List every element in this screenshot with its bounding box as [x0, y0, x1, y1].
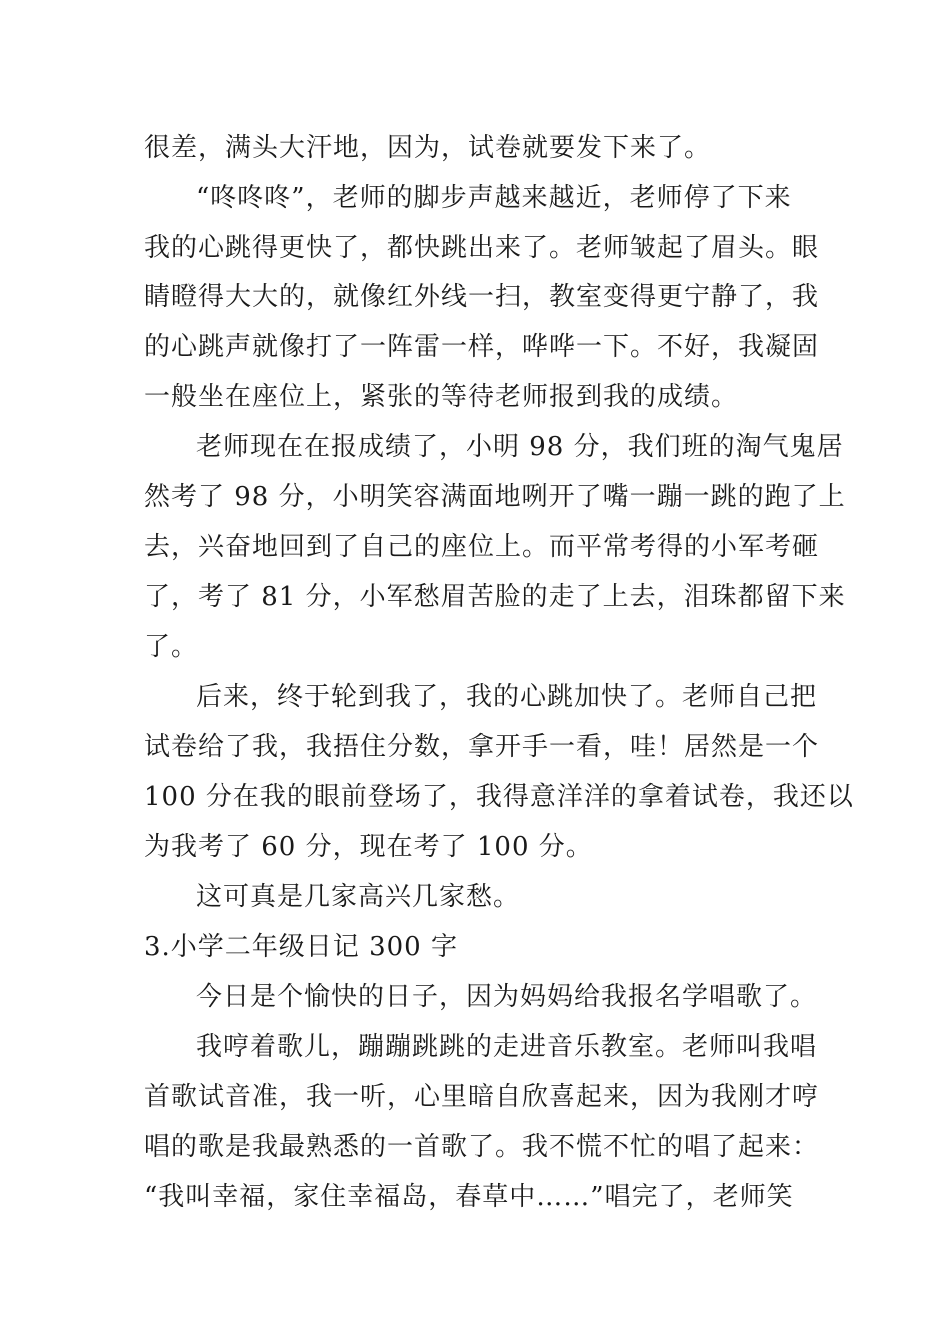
paragraph-first-line: 今日是个愉快的日子，因为妈妈给我报名学唱歌了。	[196, 982, 818, 1012]
text-line: 100 分在我的眼前登场了，我得意洋洋的拿着试卷，我还以	[144, 782, 854, 812]
text-line: 了，考了 81 分，小军愁眉苦脸的走了上去，泪珠都留下来	[144, 582, 846, 612]
text-line: 然考了 98 分，小明笑容满面地咧开了嘴一蹦一跳的跑了上	[144, 482, 846, 512]
text-line: 的心跳声就像打了一阵雷一样，哗哗一下。不好，我凝固	[144, 332, 820, 362]
text-line: “我叫幸福，家住幸福岛，春草中……”唱完了，老师笑	[144, 1182, 794, 1212]
paragraph-first-line: 后来，终于轮到我了，我的心跳加快了。老师自己把	[196, 682, 818, 712]
text-line: 很差，满头大汗地，因为，试卷就要发下来了。	[144, 133, 712, 163]
text-line: 睛瞪得大大的，就像红外线一扫，教室变得更宁静了，我	[144, 282, 820, 312]
text-line: 了。	[144, 632, 199, 662]
text-line: 去，兴奋地回到了自己的座位上。而平常考得的小军考砸	[144, 532, 820, 562]
text-line: 为我考了 60 分，现在考了 100 分。	[144, 832, 593, 862]
text-line: 首歌试音准，我一听，心里暗自欣喜起来，因为我刚才哼	[144, 1082, 820, 1112]
text-line: 唱的歌是我最熟悉的一首歌了。我不慌不忙的唱了起来：	[144, 1132, 820, 1162]
text-line: 我的心跳得更快了，都快跳出来了。老师皱起了眉头。眼	[144, 233, 820, 263]
text-line: 试卷给了我，我捂住分数，拿开手一看，哇！居然是一个	[144, 732, 820, 762]
paragraph-first-line: 这可真是几家高兴几家愁。	[196, 882, 521, 912]
paragraph-first-line: 我哼着歌儿，蹦蹦跳跳的走进音乐教室。老师叫我唱	[196, 1032, 818, 1062]
section-heading: 3.小学二年级日记 300 字	[144, 932, 458, 962]
paragraph-first-line: 老师现在在报成绩了，小明 98 分，我们班的淘气鬼居	[196, 432, 844, 462]
paragraph-first-line: “咚咚咚”，老师的脚步声越来越近，老师停了下来	[196, 183, 792, 213]
text-line: 一般坐在座位上，紧张的等待老师报到我的成绩。	[144, 382, 739, 412]
